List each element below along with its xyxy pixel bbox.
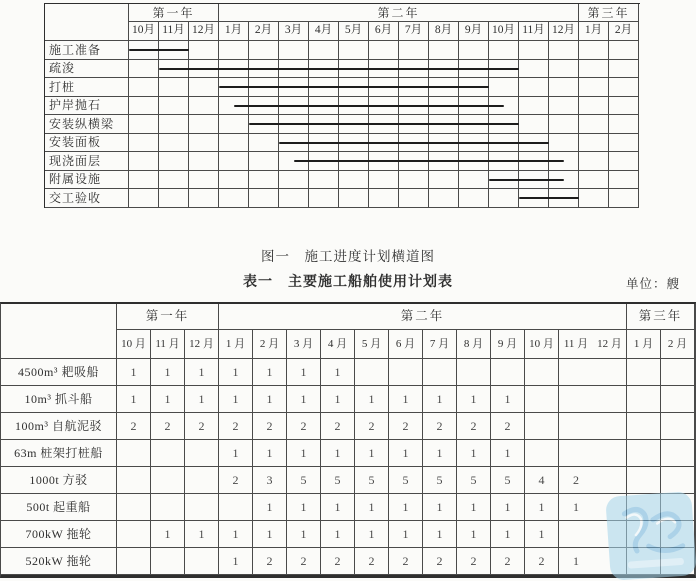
table-row-label: 4500m³ 耙吸船 (1, 359, 117, 386)
table-year-header: 第二年 (219, 304, 627, 330)
table-value-cell: 1 (525, 521, 559, 548)
table-value-cell: 2 (559, 467, 593, 494)
table-value-cell: 1 (321, 521, 355, 548)
table-value-cell: 1 (287, 359, 321, 386)
table-value-cell: 1 (321, 386, 355, 413)
gantt-grid-cell (549, 134, 579, 153)
table-value-cell (151, 548, 185, 575)
table-value-cell (593, 467, 627, 494)
table-value-cell: 2 (151, 413, 185, 440)
table-month-header: 2 月 (661, 330, 695, 359)
table-value-cell (525, 359, 559, 386)
table-value-cell: 5 (423, 467, 457, 494)
gantt-grid-cell (219, 171, 249, 190)
table-month-header: 6 月 (389, 330, 423, 359)
gantt-grid-cell (129, 60, 159, 79)
table-value-cell: 5 (287, 467, 321, 494)
gantt-task-label: 现浇面层 (45, 152, 129, 171)
table-row-label: 100m³ 自航泥驳 (1, 413, 117, 440)
table-value-cell: 2 (185, 413, 219, 440)
table-value-cell: 1 (423, 521, 457, 548)
gantt-grid-cell (279, 171, 309, 190)
gantt-grid-cell (129, 189, 159, 208)
gantt-month-header: 2月 (249, 22, 279, 41)
table-value-cell (559, 386, 593, 413)
table-value-cell: 2 (491, 548, 525, 575)
table-value-cell (593, 413, 627, 440)
gantt-task-label: 打桩 (45, 78, 129, 97)
table-value-cell: 1 (457, 440, 491, 467)
gantt-month-header: 7月 (399, 22, 429, 41)
gantt-grid-cell (159, 97, 189, 116)
gantt-grid-cell (219, 115, 249, 134)
table-month-header: 9 月 (491, 330, 525, 359)
table-value-cell: 1 (253, 521, 287, 548)
gantt-task-label: 安装面板 (45, 134, 129, 153)
gantt-grid-cell (159, 189, 189, 208)
gantt-grid-cell (609, 152, 639, 171)
gantt-grid-cell (399, 189, 429, 208)
gantt-month-header: 1月 (579, 22, 609, 41)
gantt-grid-cell (609, 115, 639, 134)
table-value-cell: 1 (355, 494, 389, 521)
gantt-grid-cell (609, 97, 639, 116)
table-value-cell (661, 467, 695, 494)
watermark-glyphs (605, 491, 696, 581)
gantt-month-header: 2月 (609, 22, 639, 41)
table-value-cell: 2 (491, 413, 525, 440)
gantt-grid-cell (249, 189, 279, 208)
table-value-cell: 5 (355, 467, 389, 494)
table-value-cell: 2 (287, 413, 321, 440)
gantt-grid-cell (189, 134, 219, 153)
table-value-cell: 2 (321, 413, 355, 440)
table-value-cell: 3 (253, 467, 287, 494)
table-row-label: 520kW 拖轮 (1, 548, 117, 575)
table-value-cell: 1 (151, 359, 185, 386)
table-value-cell: 1 (253, 494, 287, 521)
table-value-cell (117, 467, 151, 494)
table-value-cell (151, 467, 185, 494)
gantt-bar (129, 49, 189, 51)
gantt-bar (219, 86, 489, 88)
table-value-cell: 1 (185, 359, 219, 386)
gantt-task-label: 护岸抛石 (45, 97, 129, 116)
gantt-grid-cell (549, 60, 579, 79)
table-value-cell (627, 359, 661, 386)
table-value-cell (593, 440, 627, 467)
table-value-cell: 1 (491, 494, 525, 521)
table-value-cell: 1 (423, 440, 457, 467)
table-value-cell: 2 (253, 413, 287, 440)
table-value-cell: 1 (151, 386, 185, 413)
table-title: 表一 主要施工船舶使用计划表 (243, 275, 453, 290)
gantt-bar (249, 123, 519, 125)
table-value-cell: 1 (355, 521, 389, 548)
table-value-cell (151, 494, 185, 521)
gantt-grid-cell (129, 97, 159, 116)
table-month-header: 12 月 (185, 330, 219, 359)
table-value-cell: 1 (287, 440, 321, 467)
table-value-cell: 2 (423, 413, 457, 440)
table-value-cell: 2 (117, 413, 151, 440)
vessel-usage-table (0, 302, 696, 578)
gantt-grid-cell (159, 152, 189, 171)
table-value-cell: 4 (525, 467, 559, 494)
gantt-grid-cell (459, 41, 489, 60)
table-value-cell: 1 (389, 521, 423, 548)
table-value-cell (185, 440, 219, 467)
gantt-month-header: 8月 (429, 22, 459, 41)
gantt-grid-cell (309, 171, 339, 190)
table-month-header: 2 月 (253, 330, 287, 359)
gantt-grid-cell (219, 152, 249, 171)
gantt-month-header: 11月 (159, 22, 189, 41)
gantt-grid-cell (489, 41, 519, 60)
table-value-cell: 1 (355, 386, 389, 413)
table-month-header: 3 月 (287, 330, 321, 359)
gantt-month-header: 12月 (549, 22, 579, 41)
table-value-cell: 1 (287, 386, 321, 413)
gantt-grid-cell (489, 78, 519, 97)
gantt-grid-cell (219, 134, 249, 153)
table-value-cell: 5 (389, 467, 423, 494)
gantt-grid-cell (159, 171, 189, 190)
gantt-grid-cell (579, 134, 609, 153)
gantt-grid-cell (189, 189, 219, 208)
table-value-cell: 1 (117, 359, 151, 386)
gantt-month-header: 11月 (519, 22, 549, 41)
table-value-cell (593, 359, 627, 386)
table-value-cell: 2 (457, 548, 491, 575)
gantt-grid-cell (369, 41, 399, 60)
table-value-cell (117, 440, 151, 467)
table-value-cell: 1 (321, 494, 355, 521)
table-month-header: 12 月 (593, 330, 627, 359)
table-value-cell: 1 (151, 521, 185, 548)
table-value-cell (117, 548, 151, 575)
gantt-bar (159, 68, 519, 70)
table-month-header: 11 月 (151, 330, 185, 359)
gantt-grid-cell (399, 171, 429, 190)
gantt-chart (44, 3, 640, 208)
table-value-cell: 1 (389, 440, 423, 467)
gantt-grid-cell (189, 152, 219, 171)
table-value-cell: 5 (457, 467, 491, 494)
gantt-grid-cell (519, 115, 549, 134)
gantt-month-header: 12月 (189, 22, 219, 41)
gantt-grid-cell (189, 171, 219, 190)
figure-caption: 图一 施工进度计划横道图 (261, 249, 435, 264)
table-value-cell (661, 440, 695, 467)
table-value-cell: 5 (491, 467, 525, 494)
gantt-grid-cell (129, 171, 159, 190)
table-value-cell (219, 494, 253, 521)
table-value-cell: 1 (253, 440, 287, 467)
table-row-label: 700kW 拖轮 (1, 521, 117, 548)
gantt-grid-cell (159, 78, 189, 97)
gantt-grid-cell (609, 134, 639, 153)
table-value-cell: 2 (423, 548, 457, 575)
gantt-month-header: 10月 (129, 22, 159, 41)
gantt-grid-cell (429, 171, 459, 190)
table-value-cell (559, 413, 593, 440)
table-value-cell: 1 (219, 521, 253, 548)
gantt-grid-cell (129, 115, 159, 134)
table-value-cell (593, 386, 627, 413)
gantt-grid-cell (579, 78, 609, 97)
gantt-grid-cell (129, 152, 159, 171)
table-value-cell: 5 (321, 467, 355, 494)
gantt-grid-cell (579, 41, 609, 60)
gantt-grid-cell (549, 78, 579, 97)
gantt-grid-cell (339, 189, 369, 208)
gantt-grid-cell (129, 134, 159, 153)
table-value-cell: 1 (321, 440, 355, 467)
table-value-cell: 1 (219, 386, 253, 413)
gantt-grid-cell (609, 41, 639, 60)
gantt-grid-cell (609, 171, 639, 190)
gantt-task-label: 施工准备 (45, 41, 129, 60)
table-value-cell: 1 (491, 386, 525, 413)
table-month-header: 10 月 (117, 330, 151, 359)
table-month-header: 11 月 (559, 330, 593, 359)
table-value-cell: 1 (253, 386, 287, 413)
gantt-grid-cell (249, 171, 279, 190)
table-value-cell (355, 359, 389, 386)
gantt-grid-cell (279, 41, 309, 60)
gantt-bar (234, 105, 504, 107)
gantt-corner-cell (45, 4, 129, 41)
gantt-grid-cell (459, 171, 489, 190)
table-value-cell: 1 (457, 494, 491, 521)
gantt-grid-cell (519, 41, 549, 60)
table-value-cell: 1 (491, 440, 525, 467)
table-value-cell: 1 (185, 386, 219, 413)
gantt-grid-cell (489, 189, 519, 208)
gantt-grid-cell (249, 152, 279, 171)
table-value-cell: 2 (219, 413, 253, 440)
table-row-label: 10m³ 抓斗船 (1, 386, 117, 413)
gantt-grid-cell (579, 97, 609, 116)
table-value-cell (185, 548, 219, 575)
table-value-cell (151, 440, 185, 467)
gantt-month-header: 4月 (309, 22, 339, 41)
gantt-grid-cell (129, 78, 159, 97)
gantt-grid-cell (399, 41, 429, 60)
table-month-header: 10 月 (525, 330, 559, 359)
table-value-cell: 1 (253, 359, 287, 386)
gantt-grid-cell (519, 97, 549, 116)
table-value-cell: 1 (491, 521, 525, 548)
table-month-header: 1 月 (219, 330, 253, 359)
table-value-cell (389, 359, 423, 386)
table-value-cell: 2 (355, 548, 389, 575)
gantt-grid-cell (219, 189, 249, 208)
table-value-cell (185, 467, 219, 494)
table-value-cell: 1 (559, 548, 593, 575)
table-value-cell: 1 (457, 521, 491, 548)
gantt-month-header: 3月 (279, 22, 309, 41)
table-year-header: 第一年 (117, 304, 219, 330)
table-value-cell: 2 (355, 413, 389, 440)
gantt-grid-cell (549, 97, 579, 116)
table-month-header: 5 月 (355, 330, 389, 359)
table-value-cell: 1 (525, 494, 559, 521)
gantt-grid-cell (579, 60, 609, 79)
gantt-grid-cell (339, 41, 369, 60)
table-value-cell (525, 413, 559, 440)
gantt-grid-cell (519, 78, 549, 97)
gantt-bar (519, 197, 579, 199)
table-value-cell: 2 (321, 548, 355, 575)
table-year-header: 第三年 (627, 304, 695, 330)
gantt-grid-cell (429, 41, 459, 60)
table-value-cell: 2 (457, 413, 491, 440)
unit-label: 单位：艘 (625, 277, 680, 291)
gantt-grid-cell (579, 189, 609, 208)
gantt-grid-cell (189, 97, 219, 116)
gantt-grid-cell (219, 41, 249, 60)
table-value-cell: 1 (423, 386, 457, 413)
gantt-month-header: 1月 (219, 22, 249, 41)
gantt-grid-cell (429, 189, 459, 208)
table-value-cell: 1 (219, 359, 253, 386)
gantt-task-label: 疏浚 (45, 60, 129, 79)
table-value-cell (627, 386, 661, 413)
table-value-cell: 1 (219, 548, 253, 575)
table-row-label: 500t 起重船 (1, 494, 117, 521)
table-value-cell (117, 494, 151, 521)
table-value-cell (627, 440, 661, 467)
table-month-header: 8 月 (457, 330, 491, 359)
table-month-header: 4 月 (321, 330, 355, 359)
table-month-header: 1 月 (627, 330, 661, 359)
table-value-cell: 1 (219, 440, 253, 467)
gantt-grid-cell (609, 78, 639, 97)
gantt-grid-cell (519, 60, 549, 79)
table-value-cell: 1 (185, 521, 219, 548)
gantt-month-header: 6月 (369, 22, 399, 41)
table-value-cell: 1 (287, 521, 321, 548)
gantt-grid-cell (159, 134, 189, 153)
gantt-grid-cell (159, 115, 189, 134)
gantt-year-header: 第三年 (579, 4, 639, 22)
table-value-cell: 1 (389, 494, 423, 521)
table-value-cell (627, 467, 661, 494)
gantt-grid-cell (309, 41, 339, 60)
gantt-grid-cell (279, 189, 309, 208)
gantt-grid-cell (459, 189, 489, 208)
gantt-grid-cell (579, 171, 609, 190)
table-value-cell (627, 413, 661, 440)
gantt-grid-cell (579, 152, 609, 171)
table-value-cell (661, 386, 695, 413)
table-value-cell (525, 386, 559, 413)
gantt-grid-cell (189, 78, 219, 97)
table-value-cell: 1 (423, 494, 457, 521)
table-value-cell: 1 (321, 359, 355, 386)
watermark-logo (605, 491, 696, 581)
table-corner-cell (1, 304, 117, 359)
table-value-cell: 1 (559, 494, 593, 521)
gantt-grid-cell (339, 171, 369, 190)
table-value-cell: 1 (355, 440, 389, 467)
gantt-grid-cell (609, 189, 639, 208)
table-value-cell (423, 359, 457, 386)
table-value-cell: 2 (389, 413, 423, 440)
table-value-cell: 2 (287, 548, 321, 575)
gantt-task-label: 附属设施 (45, 171, 129, 190)
table-value-cell (559, 521, 593, 548)
table-value-cell (117, 521, 151, 548)
gantt-year-header: 第一年 (129, 4, 219, 22)
table-row-label: 63m 桩架打桩船 (1, 440, 117, 467)
gantt-bar (279, 142, 549, 144)
gantt-grid-cell (189, 115, 219, 134)
gantt-grid-cell (549, 41, 579, 60)
table-value-cell (491, 359, 525, 386)
gantt-grid-cell (249, 41, 279, 60)
gantt-task-label: 安装纵横梁 (45, 115, 129, 134)
table-value-cell: 2 (253, 548, 287, 575)
table-value-cell: 1 (287, 494, 321, 521)
table-month-header: 7 月 (423, 330, 457, 359)
table-value-cell: 1 (389, 386, 423, 413)
table-value-cell (525, 440, 559, 467)
table-value-cell (559, 359, 593, 386)
gantt-month-header: 10月 (489, 22, 519, 41)
table-value-cell: 2 (525, 548, 559, 575)
gantt-grid-cell (549, 115, 579, 134)
gantt-grid-cell (369, 189, 399, 208)
table-value-cell (185, 494, 219, 521)
gantt-month-header: 5月 (339, 22, 369, 41)
gantt-grid-cell (369, 171, 399, 190)
gantt-grid-cell (609, 60, 639, 79)
gantt-grid-cell (309, 189, 339, 208)
table-value-cell (559, 440, 593, 467)
table-row-label: 1000t 方驳 (1, 467, 117, 494)
gantt-grid-cell (189, 41, 219, 60)
gantt-grid-cell (579, 115, 609, 134)
gantt-bar (294, 160, 564, 162)
gantt-bar (489, 179, 564, 181)
table-value-cell (661, 359, 695, 386)
table-value-cell: 1 (117, 386, 151, 413)
gantt-task-label: 交工验收 (45, 189, 129, 208)
table-value-cell (457, 359, 491, 386)
table-value-cell: 2 (219, 467, 253, 494)
gantt-year-header: 第二年 (219, 4, 579, 22)
table-value-cell: 2 (389, 548, 423, 575)
gantt-month-header: 9月 (459, 22, 489, 41)
gantt-grid-cell (249, 134, 279, 153)
table-value-cell (661, 413, 695, 440)
table-value-cell: 1 (457, 386, 491, 413)
